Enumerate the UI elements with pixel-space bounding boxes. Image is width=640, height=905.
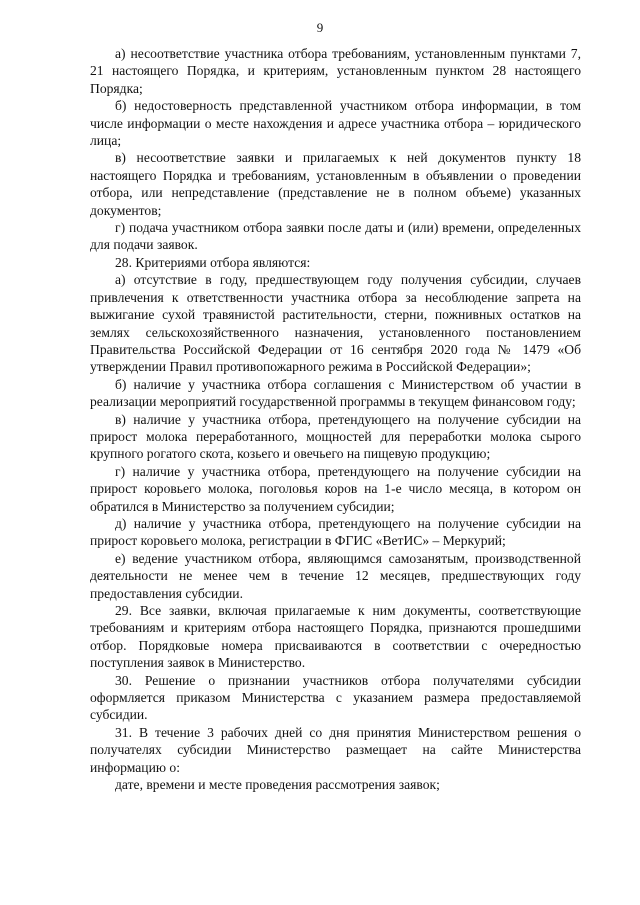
paragraph-31-item: дате, времени и месте проведения рассмотрения заявок; xyxy=(115,777,440,793)
paragraph-v-documents: в) несоответствие заявки и прилагаемых к ней документов пункту 18 настоящего Порядка и требованиям, установленным в объявлении о проведении отбора, или непредставление (представление не в полном объеме) указанных документов; xyxy=(90,150,581,218)
paragraph-30: 30. Решение о признании участников отбора получателями субсидии оформляется приказом Министерства с указанием размера предоставляемой субсидии. xyxy=(90,672,581,723)
paragraph-b-inaccuracy: б) недостоверность представленной участником отбора информации, в том числе информации о месте нахождения и адресе участника отбора – юридического лица; xyxy=(90,98,581,149)
paragraph-a-noncompliance: а) несоответствие участника отбора требованиям, установленным пунктами 7, 21 настоящего Порядка, и критериям, установленным пунктом 28 настоящего Порядка; xyxy=(90,46,581,96)
paragraph-29: 29. Все заявки, включая прилагаемые к ним документы, соответствующие требованиям и критериям отбора настоящего Порядка, признаются прошедшими отбор. Порядковые номера присваиваются в соответствии с очередностью поступления заявок в Министерство. xyxy=(90,603,581,671)
paragraph-g-late-submission: г) подача участником отбора заявки после даты и (или) времени, определенных для подачи заявок. xyxy=(90,220,581,253)
paragraph-31: 31. В течение 3 рабочих дней со дня принятия Министерством решения о получателях субсидии Министерство размещает на сайте Министерства информацию о: xyxy=(90,724,581,775)
paragraph-28e: е) ведение участником отбора, являющимся самозанятым, производственной деятельности не менее чем в течение 12 месяцев, предшествующих году предоставления субсидии. xyxy=(90,550,581,601)
document-body xyxy=(90,45,581,793)
paragraph-28d: д) наличие у участника отбора, претендующего на получение субсидии на прирост коровьего молока, регистрации в ФГИС «ВетИС» – Меркурий; xyxy=(90,515,581,549)
paragraph-28a: а) отсутствие в году, предшествующем году получения субсидии, случаев привлечения к ответственности участника отбора за несоблюдение запрета на выжигание сухой травянистой растительности, стерни, пожнивных остатков на землях сельскохозяйственного назначения, установленного постановлением Правительства Российской Федерации от 16 сентября 2020 года № 1479 «Об утверждении Правил противопожарного режима в Российской Федерации»; xyxy=(90,272,581,375)
paragraph-28g: г) наличие у участника отбора, претендующего на получение субсидии на прирост коровьего молока, поголовья коров на 1-е число месяца, в котором он обратился в Министерство за получением субсидии; xyxy=(90,463,581,514)
paragraph-28b: б) наличие у участника отбора соглашения с Министерством об участии в реализации мероприятий государственной программы в текущем финансовом году; xyxy=(90,376,581,410)
paragraph-28-heading: 28. Критериями отбора являются: xyxy=(115,254,311,270)
page-number: 9 xyxy=(316,20,324,35)
paragraph-28v: в) наличие у участника отбора, претендующего на получение субсидии на прирост молока переработанного, мощностей для переработки молока сырого крупного рогатого скота, козьего и овечьего на пищевую продукцию; xyxy=(90,411,581,462)
